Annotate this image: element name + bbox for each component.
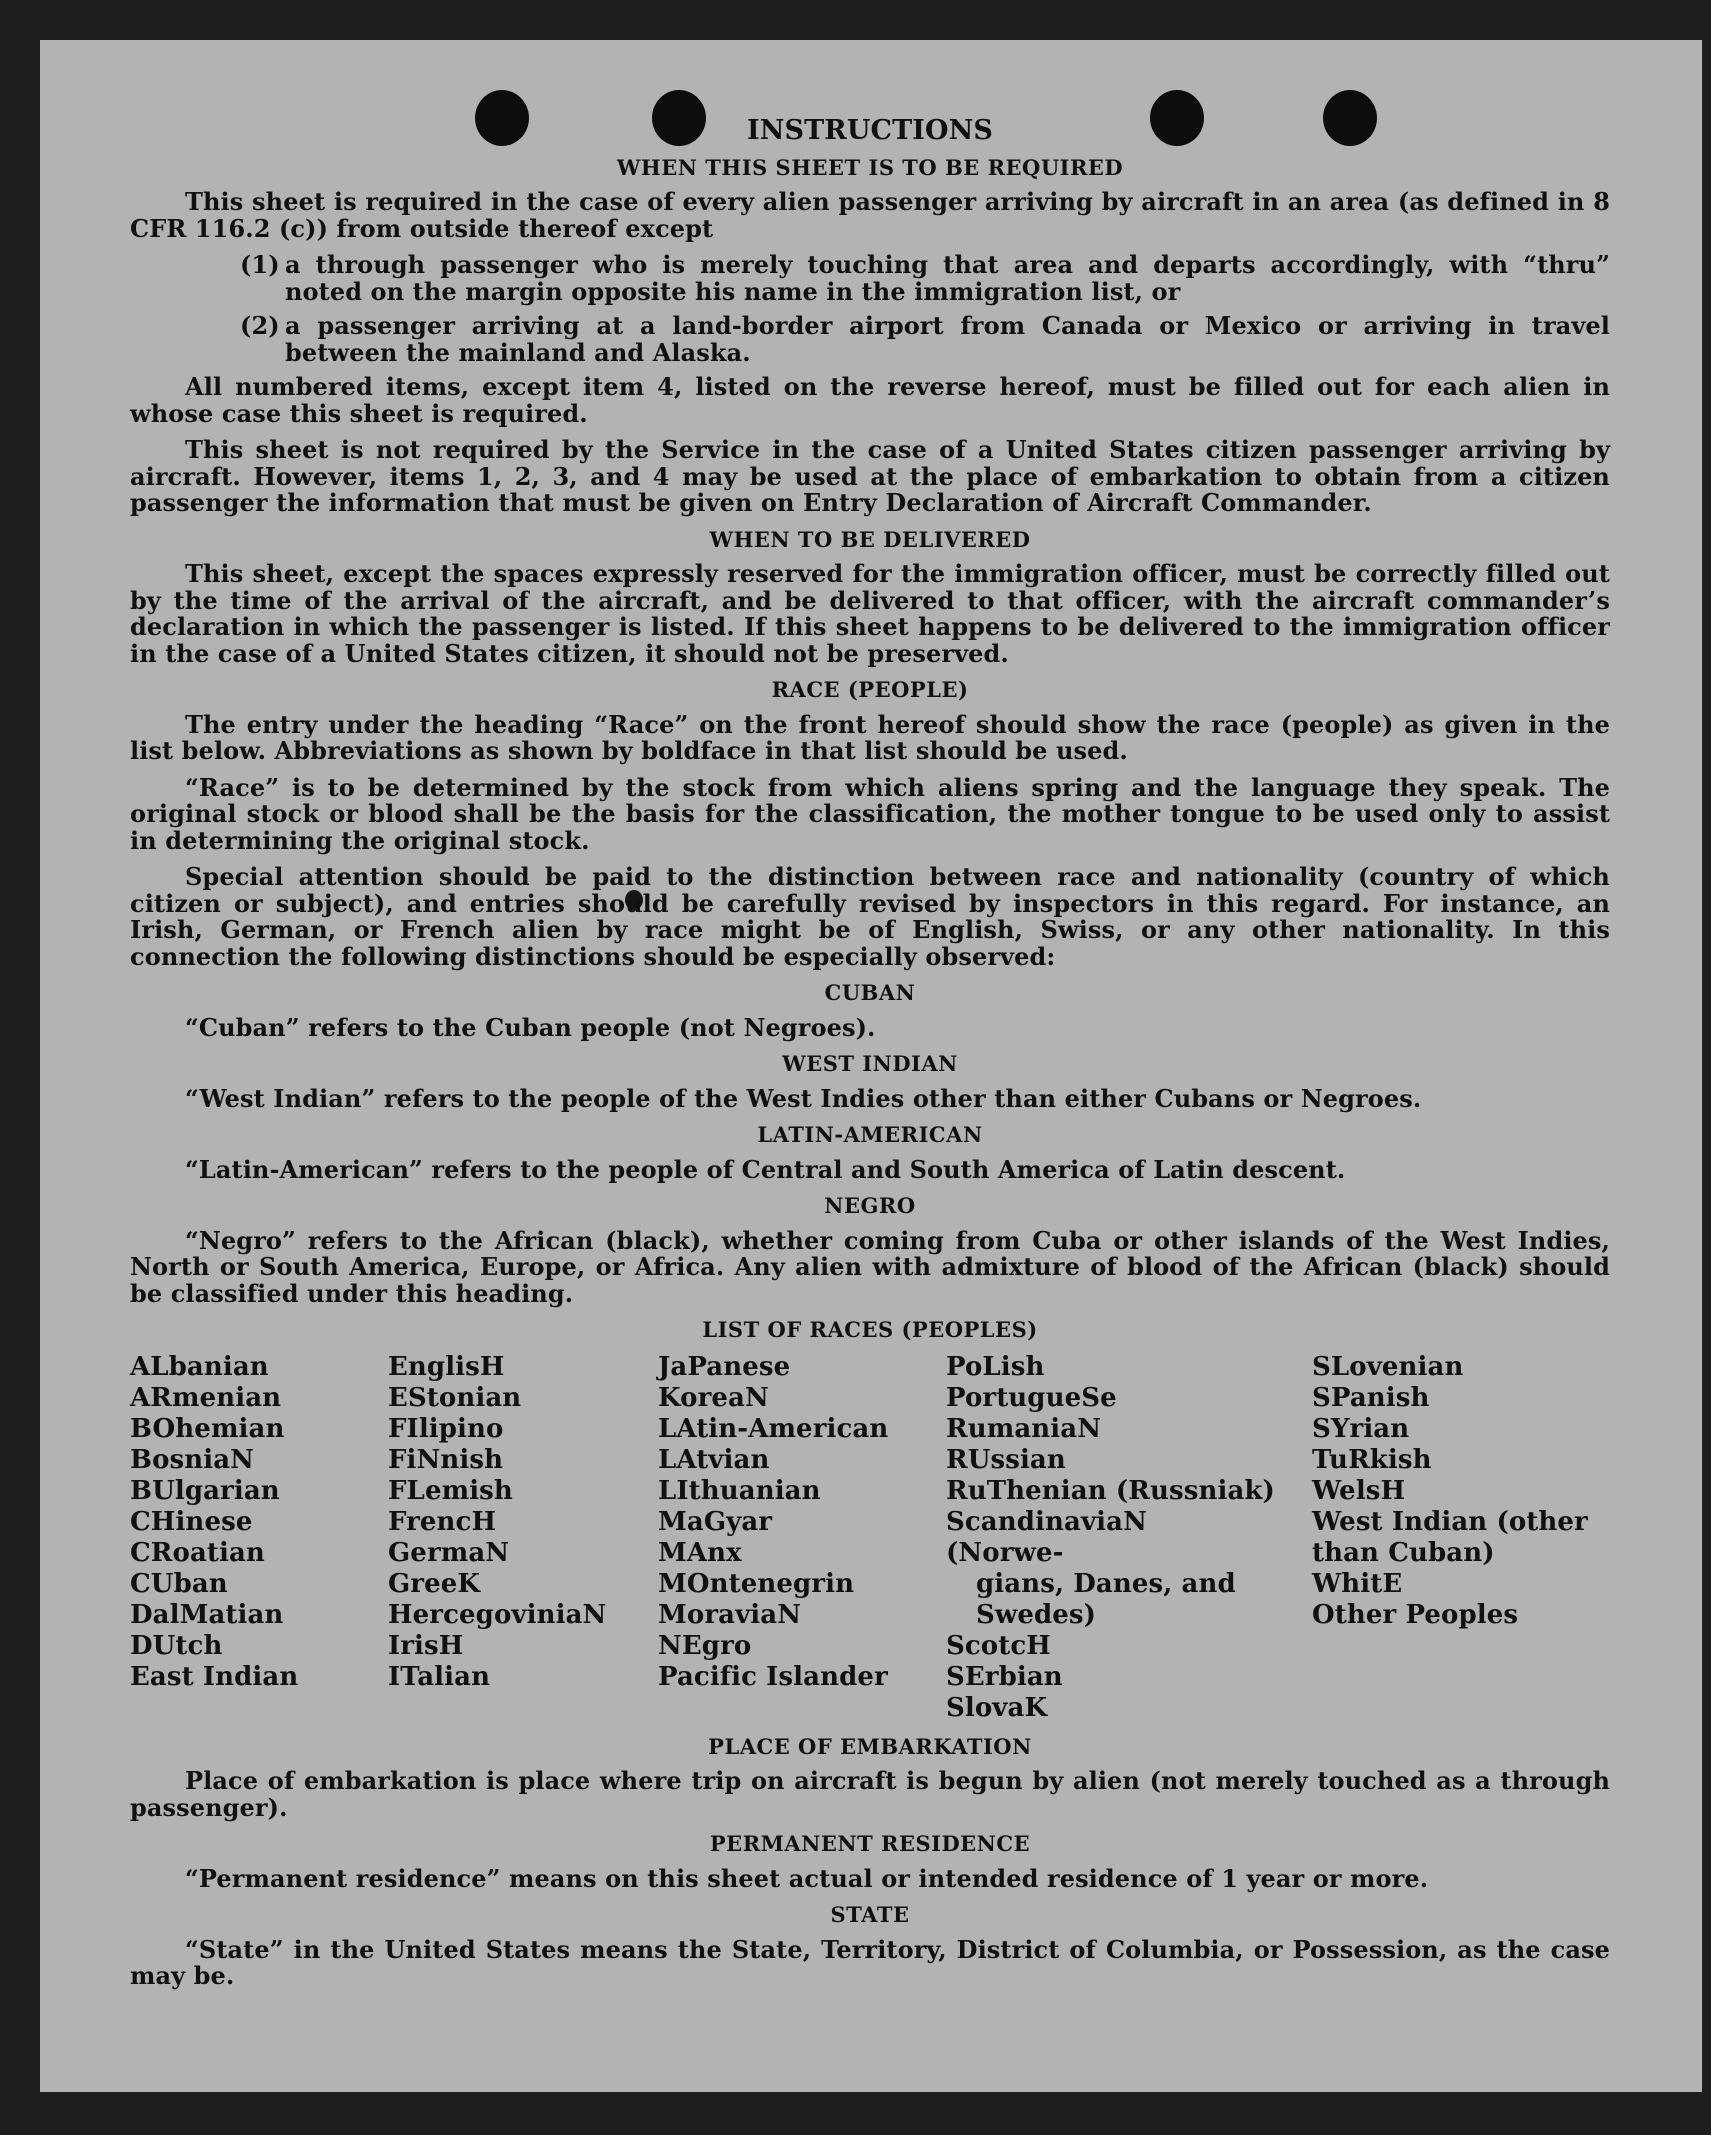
race-item: MOntenegrin	[658, 1568, 855, 1599]
heading-state: STATE	[830, 1902, 910, 1927]
race-item-continued: Swedes)	[976, 1599, 1097, 1630]
race-item: DalMatian	[130, 1599, 284, 1630]
race-item: BUlgarian	[130, 1475, 280, 1506]
race-item: West Indian (other	[1312, 1506, 1588, 1537]
heading-embarkation: PLACE OF EMBARKATION	[708, 1733, 1032, 1759]
race-item: RUssian	[946, 1444, 1066, 1475]
race-column	[130, 1352, 388, 1724]
race-item: GreeK	[388, 1568, 481, 1599]
race-item: FIlipino	[388, 1413, 504, 1444]
heading-race: RACE (PEOPLE)	[771, 677, 969, 702]
item-text: a passenger arriving at a land-border airport from Canada or Mexico or arriving in travel between the mainland and Alaska.	[285, 311, 1610, 367]
race-item: BOhemian	[130, 1413, 285, 1444]
race-item: PortugueSe	[946, 1382, 1117, 1413]
race-item: FrencH	[388, 1506, 497, 1537]
race-item: RuThenian (Russniak)	[946, 1475, 1275, 1506]
race-item: PoLish	[946, 1351, 1045, 1382]
race-item: SErbian	[946, 1661, 1063, 1692]
paragraph: “Negro” refers to the African (black), whether coming from Cuba or other islands of the West Indies, North or South America, Europe, or Africa. Any alien with admixture of blood of the African (black) should be classified under this heading.	[130, 1225, 1610, 1308]
item-number: (1)	[240, 250, 280, 279]
race-item: Pacific Islander	[658, 1661, 888, 1692]
exception-item	[240, 252, 1610, 305]
race-item: ITalian	[388, 1661, 491, 1692]
race-item-continued: gians, Danes, and	[976, 1568, 1236, 1599]
race-item: FiNnish	[388, 1444, 504, 1475]
race-item: IrisH	[388, 1630, 464, 1661]
race-item: SLovenian	[1312, 1351, 1464, 1382]
race-item: ARmenian	[130, 1382, 282, 1413]
race-item: HercegoviniaN	[388, 1599, 607, 1630]
paragraph: “State” in the United States means the State, Territory, District of Columbia, or Possession, as the case may be.	[130, 1934, 1610, 1990]
race-item: GermaN	[388, 1537, 510, 1568]
heading-west-indian: WEST INDIAN	[782, 1051, 958, 1076]
heading-negro: NEGRO	[824, 1193, 916, 1218]
heading-list-of-races: LIST OF RACES (PEOPLES)	[702, 1317, 1038, 1342]
paragraph: This sheet, except the spaces expressly reserved for the immigration officer, must be correctly filled out by the time of the arrival of the aircraft, and be delivered to that officer, with the aircraft commander’s declaration in which the passenger is listed. If this sheet happens to be delivered to the immigration officer in the case of a United States citizen, it should not be preserved.	[130, 559, 1610, 668]
race-item: WelsH	[1312, 1475, 1406, 1506]
race-item: KoreaN	[658, 1382, 769, 1413]
race-column	[1312, 1352, 1610, 1724]
paragraph: Place of embarkation is place where trip on aircraft is begun by alien (not merely touched as a through passenger).	[130, 1766, 1610, 1822]
heading-when-required: WHEN THIS SHEET IS TO BE REQUIRED	[616, 154, 1124, 180]
race-item: ALbanian	[130, 1351, 269, 1382]
paragraph: Special attention should be paid to the distinction between race and nationality (country of which citizen or subject), and entries should be carefully revised by inspectors in this regard. For instance, an Irish, German, or French alien by race might be of English, Swiss, or any other nationality. In this connection the following distinctions should be especially observed:	[130, 862, 1610, 971]
race-item: LIthuanian	[658, 1475, 821, 1506]
race-item: EnglisH	[388, 1351, 505, 1382]
item-text: a through passenger who is merely touching that area and departs accordingly, with “thru” noted on the margin opposite his name in the immigration list, or	[285, 250, 1610, 306]
race-item: DUtch	[130, 1630, 223, 1661]
heading-permanent-residence: PERMANENT RESIDENCE	[709, 1831, 1031, 1856]
paragraph: “Race” is to be determined by the stock from which aliens spring and the language they speak. The original stock or blood shall be the basis for the classification, the mother tongue to be used only to assist in determining the original stock.	[130, 772, 1610, 855]
race-item: FLemish	[388, 1475, 513, 1506]
race-item: ScotcH	[946, 1630, 1051, 1661]
race-item: ScandinaviaN (Norwe-	[946, 1506, 1147, 1568]
race-item: CRoatian	[130, 1537, 265, 1568]
race-column	[946, 1352, 1312, 1724]
instructions-content	[130, 110, 1610, 2000]
race-item: EStonian	[388, 1382, 522, 1413]
race-item: JaPanese	[658, 1351, 791, 1382]
race-item: MaGyar	[658, 1506, 773, 1537]
race-item: Other Peoples	[1312, 1599, 1519, 1630]
paragraph: “Cuban” refers to the Cuban people (not Negroes).	[185, 1012, 876, 1042]
race-item: SlovaK	[946, 1692, 1048, 1723]
exception-item	[240, 313, 1610, 366]
race-item: SYrian	[1312, 1413, 1410, 1444]
paragraph: “West Indian” refers to the people of the West Indies other than either Cubans or Negroes.	[185, 1083, 1422, 1113]
race-item: WhitE	[1312, 1568, 1403, 1599]
heading-latin-american: LATIN-AMERICAN	[757, 1122, 983, 1147]
race-item: MoraviaN	[658, 1599, 802, 1630]
paragraph: The entry under the heading “Race” on the front hereof should show the race (people) as given in the list below. Abbreviations as shown by boldface in that list should be used.	[130, 709, 1610, 765]
race-list	[130, 1352, 1610, 1724]
race-column	[658, 1352, 946, 1724]
race-item: MAnx	[658, 1537, 742, 1568]
paragraph: This sheet is required in the case of every alien passenger arriving by aircraft in an area (as defined in 8 CFR 116.2 (c)) from outside thereof except	[130, 187, 1610, 243]
paragraph: This sheet is not required by the Service in the case of a United States citizen passenger arriving by aircraft. However, items 1, 2, 3, and 4 may be used at the place of embarkation to obtain from a citizen passenger the information that must be given on Entry Declaration of Aircraft Commander.	[130, 435, 1610, 517]
heading-cuban: CUBAN	[824, 980, 916, 1005]
race-item: LAtin-American	[658, 1413, 889, 1444]
paragraph: All numbered items, except item 4, listed on the reverse hereof, must be filled out for each alien in whose case this sheet is required.	[130, 372, 1610, 428]
race-item: CUban	[130, 1568, 228, 1599]
heading-when-delivered: WHEN TO BE DELIVERED	[709, 526, 1031, 552]
race-item: East Indian	[130, 1661, 299, 1692]
document-page	[40, 40, 1702, 2092]
paragraph: “Latin-American” refers to the people of Central and South America of Latin descent.	[185, 1154, 1346, 1184]
race-item: RumaniaN	[946, 1413, 1102, 1444]
paragraph: “Permanent residence” means on this sheet actual or intended residence of 1 year or more.	[185, 1863, 1429, 1893]
race-column	[388, 1352, 658, 1724]
race-item: BosniaN	[130, 1444, 255, 1475]
race-item: SPanish	[1312, 1382, 1430, 1413]
race-item: LAtvian	[658, 1444, 770, 1475]
race-item: TuRkish	[1312, 1444, 1432, 1475]
race-item: than Cuban)	[1312, 1537, 1495, 1568]
race-item: NEgro	[658, 1630, 752, 1661]
page-title: INSTRUCTIONS	[747, 115, 993, 146]
item-number: (2)	[240, 311, 280, 340]
race-item: CHinese	[130, 1506, 253, 1537]
